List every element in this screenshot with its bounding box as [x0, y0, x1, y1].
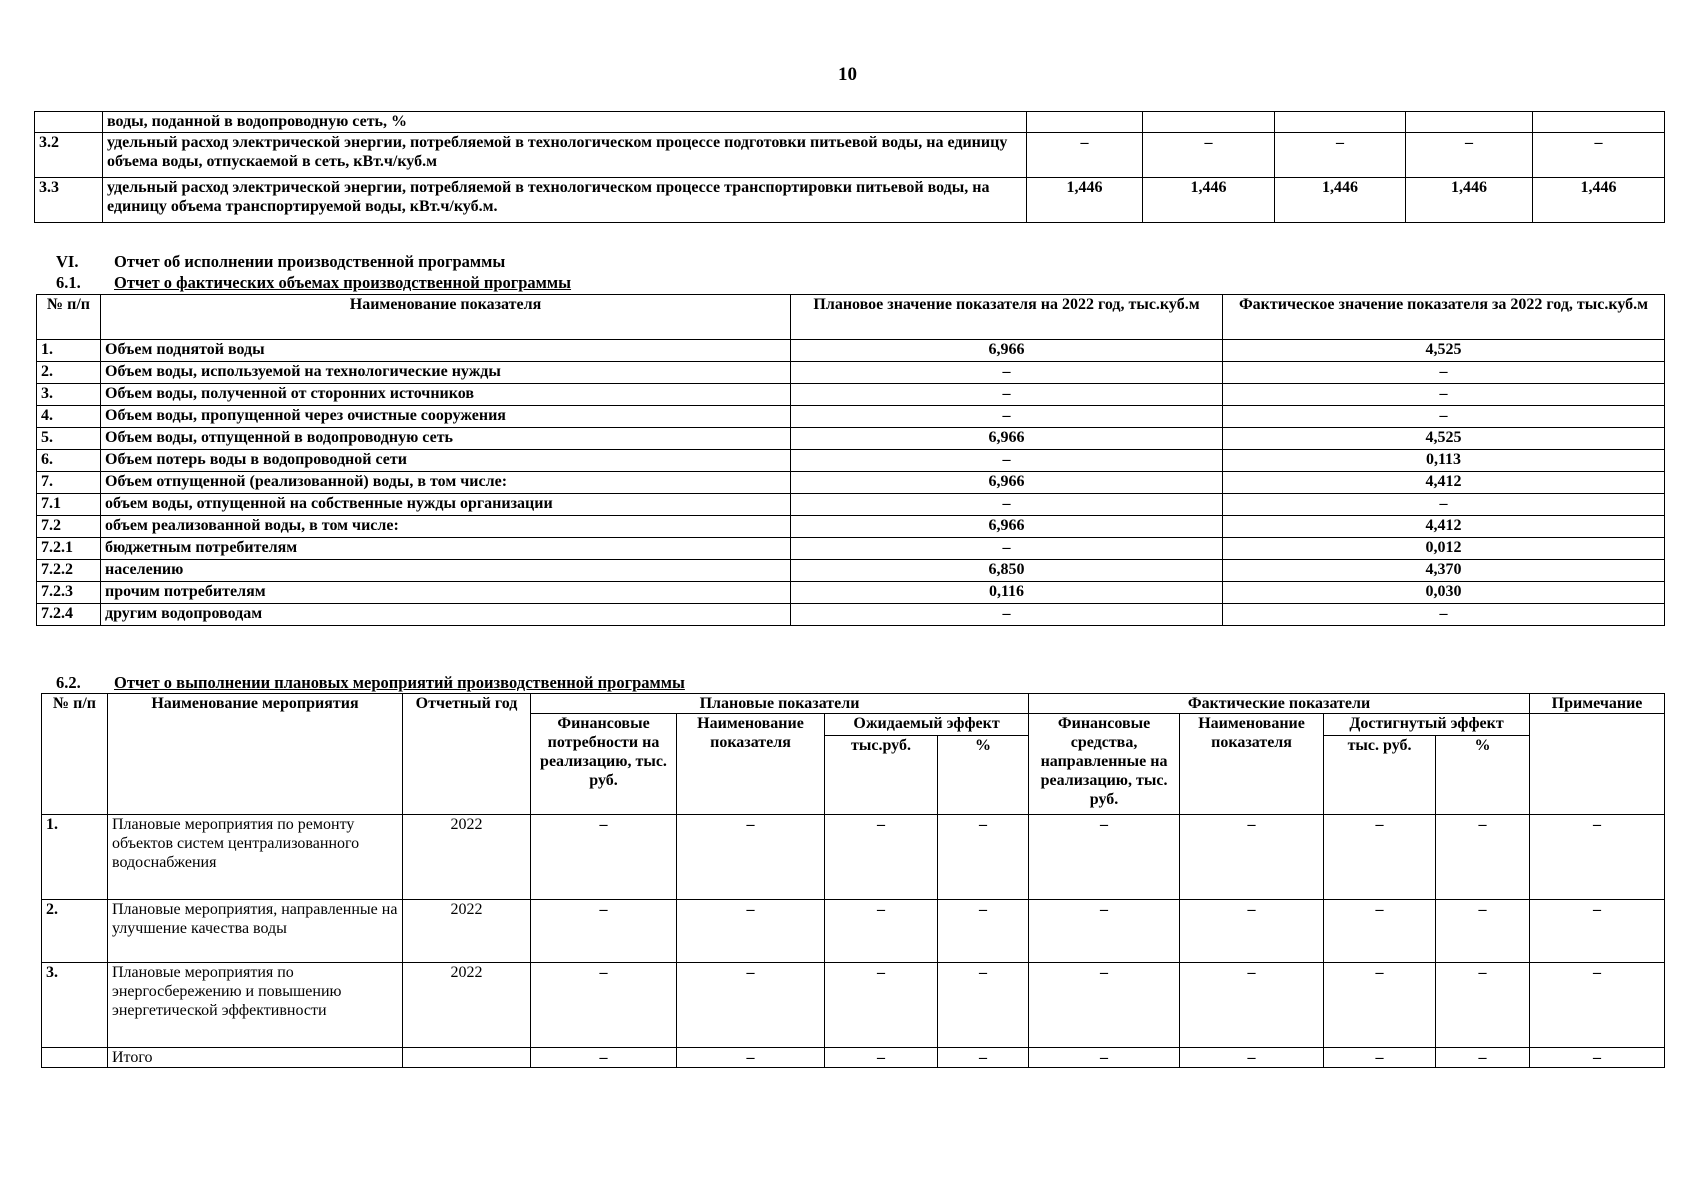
row-plan-value: 6,966: [791, 340, 1223, 362]
row-number: 6.: [37, 450, 101, 472]
row-year: 2022: [403, 900, 531, 963]
row-name: Объем отпущенной (реализованной) воды, в том числе:: [101, 472, 791, 494]
row-fact-value: –: [1223, 362, 1665, 384]
row-plan-value: –: [791, 362, 1223, 384]
header-plan-rub: тыс.руб.: [825, 736, 938, 815]
section-number: 6.2.: [56, 673, 81, 692]
row-value: –: [677, 815, 825, 900]
row-name: населению: [101, 560, 791, 582]
row-value: –: [677, 1048, 825, 1068]
header-name: Наименование показателя: [101, 295, 791, 340]
table-row: [35, 133, 1665, 178]
section-heading: Отчет об исполнении производственной программы: [114, 252, 506, 271]
row-name: Плановые мероприятия по энергосбережению и повышению энергетической эффективности: [108, 963, 403, 1048]
row-name: прочим потребителям: [101, 582, 791, 604]
table-header-row: [37, 295, 1665, 340]
row-value: –: [1436, 815, 1530, 900]
row-value: [1406, 112, 1533, 133]
table-row: [37, 582, 1665, 604]
row-value: –: [1180, 963, 1324, 1048]
table-row: [37, 494, 1665, 516]
row-value: –: [1406, 133, 1533, 178]
table-row: [42, 1048, 1665, 1068]
header-plan-ind: Наименование показателя: [677, 714, 825, 815]
row-plan-value: –: [791, 604, 1223, 626]
row-value: –: [1180, 815, 1324, 900]
row-number: 2.: [37, 362, 101, 384]
row-year: [403, 1048, 531, 1068]
row-label: удельный расход электрической энергии, потребляемой в технологическом процессе транспортировки питьевой воды, на единицу объема транспортируемой воды, кВт.ч/куб.м.: [103, 178, 1027, 223]
row-name: Плановые мероприятия по ремонту объектов систем централизованного водоснабжения: [108, 815, 403, 900]
row-value: [1533, 112, 1665, 133]
row-value: 1,446: [1406, 178, 1533, 223]
row-number: 7.2.4: [37, 604, 101, 626]
row-year: 2022: [403, 815, 531, 900]
planned-measures-table: [41, 693, 1665, 1068]
row-value: –: [938, 815, 1029, 900]
row-plan-value: 6,850: [791, 560, 1223, 582]
row-value: –: [531, 900, 677, 963]
row-number: 2.: [42, 900, 108, 963]
table-row: [42, 815, 1665, 900]
row-plan-value: –: [791, 406, 1223, 428]
row-value: –: [1530, 815, 1665, 900]
row-value: –: [1180, 1048, 1324, 1068]
row-fact-value: –: [1223, 384, 1665, 406]
row-value: –: [531, 815, 677, 900]
row-value: –: [938, 1048, 1029, 1068]
row-label: удельный расход электрической энергии, потребляемой в технологическом процессе подготовки питьевой воды, на единицу объема воды, отпускаемой в сеть, кВт.ч/куб.м: [103, 133, 1027, 178]
table-row: [37, 340, 1665, 362]
row-plan-value: –: [791, 450, 1223, 472]
row-fact-value: 4,412: [1223, 472, 1665, 494]
row-fact-value: 0,113: [1223, 450, 1665, 472]
row-value: –: [1029, 900, 1180, 963]
row-name: бюджетным потребителям: [101, 538, 791, 560]
table-row: [42, 900, 1665, 963]
row-value: –: [825, 900, 938, 963]
header-plan: Плановое значение показателя на 2022 год, тыс.куб.м: [791, 295, 1223, 340]
section-title-6-2: [56, 673, 685, 692]
table-row: [37, 560, 1665, 582]
row-number: 7.1: [37, 494, 101, 516]
header-plan-fin: Финансовые потребности на реализацию, тыс. руб.: [531, 714, 677, 815]
row-value: 1,446: [1027, 178, 1143, 223]
row-value: –: [1436, 900, 1530, 963]
row-value: –: [1180, 900, 1324, 963]
row-name: объем воды, отпущенной на собственные нужды организации: [101, 494, 791, 516]
row-plan-value: –: [791, 384, 1223, 406]
table-row: [37, 516, 1665, 538]
row-name: объем реализованной воды, в том числе:: [101, 516, 791, 538]
header-num: № п/п: [42, 694, 108, 815]
row-number: 3.2: [35, 133, 103, 178]
row-value: 1,446: [1143, 178, 1275, 223]
row-number: 1.: [37, 340, 101, 362]
row-plan-value: 6,966: [791, 516, 1223, 538]
table-header-row: [42, 694, 1665, 714]
section-title-6-1: [56, 273, 571, 292]
row-fact-value: 0,030: [1223, 582, 1665, 604]
table-row: [37, 384, 1665, 406]
table-row: [37, 472, 1665, 494]
header-plan-effect: Ожидаемый эффект: [825, 714, 1029, 736]
header-plan-group: Плановые показатели: [531, 694, 1029, 714]
row-label: воды, поданной в водопроводную сеть, %: [103, 112, 1027, 133]
page-number: 10: [838, 64, 857, 85]
row-value: 1,446: [1533, 178, 1665, 223]
section-heading: Отчет о фактических объемах производственной программы: [114, 273, 572, 292]
row-value: [1275, 112, 1406, 133]
row-value: –: [1530, 900, 1665, 963]
row-value: –: [825, 815, 938, 900]
row-value: [1143, 112, 1275, 133]
row-fact-value: 4,525: [1223, 428, 1665, 450]
row-number: 3.: [37, 384, 101, 406]
row-fact-value: 4,370: [1223, 560, 1665, 582]
row-number: 3.: [42, 963, 108, 1048]
table-row: [37, 604, 1665, 626]
row-value: –: [1143, 133, 1275, 178]
row-year: 2022: [403, 963, 531, 1048]
row-number: 1.: [42, 815, 108, 900]
row-name: Объем воды, пропущенной через очистные сооружения: [101, 406, 791, 428]
header-fact: Фактическое значение показателя за 2022 год, тыс.куб.м: [1223, 295, 1665, 340]
header-name: Наименование мероприятия: [108, 694, 403, 815]
row-fact-value: –: [1223, 494, 1665, 516]
row-value: –: [1533, 133, 1665, 178]
energy-consumption-table: [34, 111, 1665, 223]
header-fact-ind: Наименование показателя: [1180, 714, 1324, 815]
row-value: –: [938, 900, 1029, 963]
row-name: другим водопроводам: [101, 604, 791, 626]
row-fact-value: –: [1223, 406, 1665, 428]
row-name: Объем воды, используемой на технологические нужды: [101, 362, 791, 384]
row-number: 7.2.2: [37, 560, 101, 582]
row-name: Итого: [108, 1048, 403, 1068]
row-plan-value: 6,966: [791, 472, 1223, 494]
row-value: [1027, 112, 1143, 133]
row-number: [42, 1048, 108, 1068]
row-value: –: [531, 963, 677, 1048]
row-number: 5.: [37, 428, 101, 450]
header-fact-pct: %: [1436, 736, 1530, 815]
row-name: Объем потерь воды в водопроводной сети: [101, 450, 791, 472]
row-plan-value: –: [791, 538, 1223, 560]
row-number: 3.3: [35, 178, 103, 223]
section-number: VI.: [56, 252, 79, 271]
table-row: [37, 428, 1665, 450]
header-note-blank: [1530, 714, 1665, 815]
row-plan-value: 0,116: [791, 582, 1223, 604]
row-value: –: [1324, 815, 1436, 900]
row-number: 7.2.1: [37, 538, 101, 560]
header-note: Примечание: [1530, 694, 1665, 714]
row-value: –: [1029, 815, 1180, 900]
row-plan-value: 6,966: [791, 428, 1223, 450]
row-plan-value: –: [791, 494, 1223, 516]
row-value: –: [938, 963, 1029, 1048]
row-value: –: [1436, 963, 1530, 1048]
header-fact-fin: Финансовые средства, направленные на реализацию, тыс. руб.: [1029, 714, 1180, 815]
header-fact-rub: тыс. руб.: [1324, 736, 1436, 815]
row-value: –: [531, 1048, 677, 1068]
row-value: 1,446: [1275, 178, 1406, 223]
row-number: 4.: [37, 406, 101, 428]
row-name: Объем поднятой воды: [101, 340, 791, 362]
section-number: 6.1.: [56, 273, 81, 292]
row-number: 7.2: [37, 516, 101, 538]
row-value: –: [1027, 133, 1143, 178]
section-heading: Отчет о выполнении плановых мероприятий производственной программы: [114, 673, 685, 692]
table-row: [37, 406, 1665, 428]
row-fact-value: 4,412: [1223, 516, 1665, 538]
header-plan-pct: %: [938, 736, 1029, 815]
row-value: –: [1275, 133, 1406, 178]
row-number: 7.: [37, 472, 101, 494]
row-value: –: [1530, 963, 1665, 1048]
row-value: –: [825, 1048, 938, 1068]
row-number: [35, 112, 103, 133]
table-row: [37, 362, 1665, 384]
table-row: [42, 963, 1665, 1048]
row-value: –: [1436, 1048, 1530, 1068]
row-fact-value: 4,525: [1223, 340, 1665, 362]
header-num: № п/п: [37, 295, 101, 340]
row-value: –: [677, 900, 825, 963]
row-number: 7.2.3: [37, 582, 101, 604]
row-value: –: [1029, 1048, 1180, 1068]
production-volumes-table: [36, 294, 1665, 626]
table-row: [35, 178, 1665, 223]
row-value: –: [677, 963, 825, 1048]
row-value: –: [1530, 1048, 1665, 1068]
row-name: Плановые мероприятия, направленные на улучшение качества воды: [108, 900, 403, 963]
row-value: –: [1029, 963, 1180, 1048]
row-value: –: [1324, 963, 1436, 1048]
header-fact-group: Фактические показатели: [1029, 694, 1530, 714]
row-value: –: [825, 963, 938, 1048]
table-row: [37, 538, 1665, 560]
header-year: Отчетный год: [403, 694, 531, 815]
row-fact-value: 0,012: [1223, 538, 1665, 560]
row-value: –: [1324, 1048, 1436, 1068]
section-title-vi: [56, 252, 505, 271]
row-name: Объем воды, отпущенной в водопроводную сеть: [101, 428, 791, 450]
table-row: [37, 450, 1665, 472]
row-name: Объем воды, полученной от сторонних источников: [101, 384, 791, 406]
table-row: [35, 112, 1665, 133]
row-value: –: [1324, 900, 1436, 963]
header-fact-effect: Достигнутый эффект: [1324, 714, 1530, 736]
row-fact-value: –: [1223, 604, 1665, 626]
